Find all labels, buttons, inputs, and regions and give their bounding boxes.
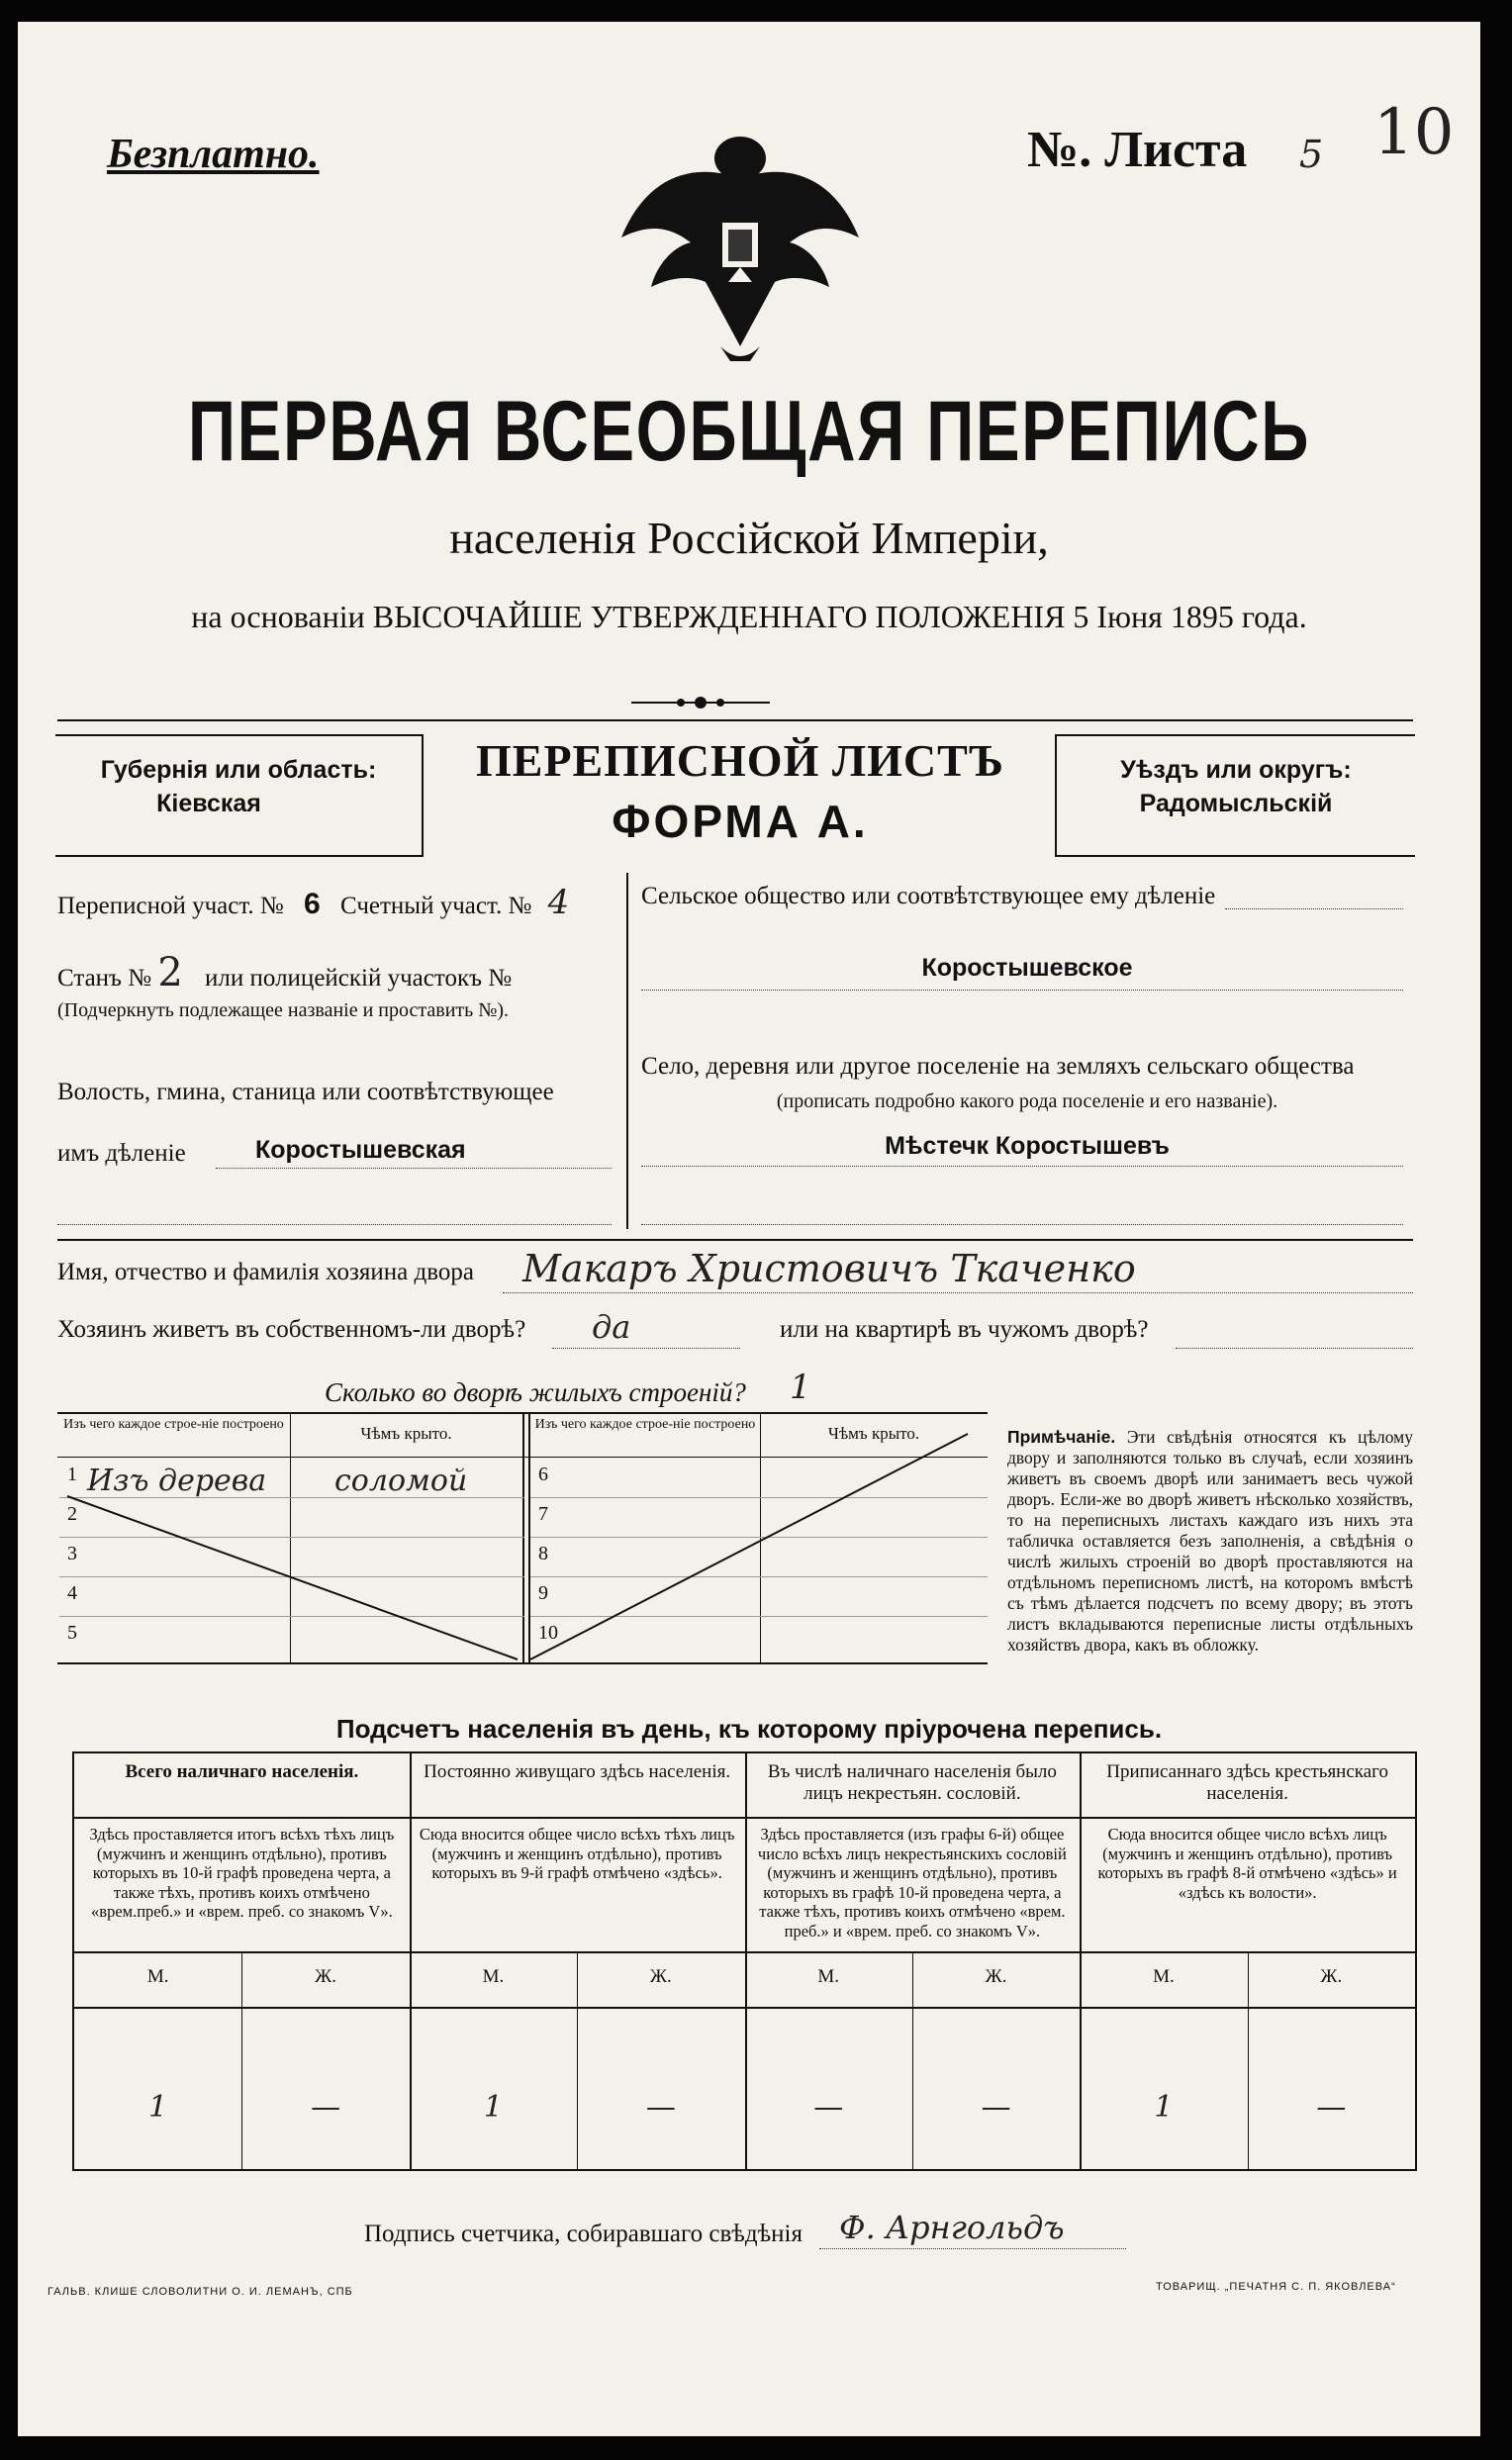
pt-col-title: Приписаннаго здѣсь крестьянскаго населенія. xyxy=(1106,1761,1388,1804)
buildings-table xyxy=(57,1412,988,1664)
signature-value: Ф. Арнгольдъ xyxy=(839,2209,1065,2246)
stan-value: 2 xyxy=(157,950,183,995)
bt-col-made-left: Изъ чего каждое строе-ніе построено xyxy=(63,1417,284,1432)
form-label: ФОРМА А. xyxy=(612,796,869,847)
pt-col-desc: Здѣсь проставляется итогъ всѣхъ тѣхъ лицъ (мужчинъ и женщинъ отдѣльно), противъ которыхъ въ 10-й графѣ проведена черта, а также тѣхъ, противъ коихъ отмѣчено «врем.преб.» и «врем. преб. со знакомъ V». xyxy=(89,1825,395,1921)
pt-col-desc: Сюда вносится общее число всѣхъ тѣхъ лицъ (мужчинъ и женщинъ отдѣльно), противъ которыхъ въ 9-й графѣ отмѣчено «здѣсь». xyxy=(419,1825,735,1882)
volost-line xyxy=(216,1168,612,1169)
bt-col-roof-left: Чѣмъ крыто. xyxy=(360,1424,452,1443)
bt-row-number: 4 xyxy=(67,1582,77,1604)
pt-f-label: Ж. xyxy=(985,1966,1007,1987)
uezd-label: Уѣздъ или округъ: xyxy=(1120,756,1352,784)
stan-label: Станъ № xyxy=(57,965,152,992)
volost-label-2: имъ дѣленіе xyxy=(57,1140,186,1167)
village-label: Село, деревня или другое поселеніе на земляхъ сельскаго общества xyxy=(641,1053,1355,1080)
bt-row-number: 6 xyxy=(538,1464,548,1485)
pt-col-title: Всего наличнаго населенія. xyxy=(125,1761,359,1782)
bt-row-number: 7 xyxy=(538,1503,548,1525)
pt-f-value: — xyxy=(645,2090,676,2125)
pt-f-label: Ж. xyxy=(649,1966,672,1987)
pt-m-value: 1 xyxy=(483,2090,503,2125)
buildings-label: Сколько во дворѣ жилыхъ строеній? xyxy=(325,1377,746,1407)
bt-row-number: 8 xyxy=(538,1543,548,1564)
gubernia-value: Кіевская xyxy=(156,790,261,817)
volost-label: Волость, гмина, станица или соотвѣтствующее xyxy=(57,1079,554,1105)
rented-label: или на квартирѣ въ чужомъ дворѣ? xyxy=(780,1316,1149,1343)
rented-line xyxy=(1176,1348,1413,1349)
sheet-number-value: 5 xyxy=(1299,133,1324,176)
census-unit-label: Переписной участ. № xyxy=(57,893,284,919)
volost-value: Коростышевская xyxy=(255,1136,466,1164)
society-line xyxy=(1225,908,1403,909)
gubernia-box xyxy=(55,734,424,857)
pt-m-label: М. xyxy=(146,1966,169,1987)
census-sheet xyxy=(18,22,1480,2436)
bt-row-number: 2 xyxy=(67,1503,77,1525)
note-block xyxy=(1007,1427,1413,1656)
mid-rule xyxy=(57,1239,1413,1241)
pt-f-value: — xyxy=(1316,2090,1347,2125)
pt-m-value: 1 xyxy=(148,2090,168,2125)
pt-col-title: Постоянно живущаго здѣсь населенія. xyxy=(424,1761,731,1782)
owner-name-line xyxy=(503,1292,1413,1293)
bt-row-number: 1 xyxy=(67,1464,77,1485)
bt-row1-made: Изъ дерева xyxy=(87,1464,267,1498)
pt-m-value: 1 xyxy=(1154,2090,1174,2125)
police-label: или полицейскій участокъ № xyxy=(205,965,513,992)
sheet-number-label: №. Листа xyxy=(1027,122,1248,178)
ornament-divider xyxy=(631,693,770,712)
census-unit-value: 6 xyxy=(304,888,321,920)
page-title: ПЕРВАЯ ВСЕОБЩАЯ ПЕРЕПИСЬ xyxy=(187,384,1311,479)
village-line xyxy=(641,1166,1403,1167)
footer-right: ТОВАРИЩ. „ПЕЧАТНЯ С. П. ЯКОВЛЕВА“ xyxy=(1156,2281,1396,2293)
pt-col-desc: Сюда вносится общее число всѣхъ лицъ (мужчинъ и женщинъ отдѣльно), противъ которыхъ въ графѣ 8-й отмѣчено «здѣсь» и «здѣсь къ волости». xyxy=(1097,1825,1397,1902)
page-subtitle: населенія Россійской Имперіи, xyxy=(449,513,1049,563)
underline-note: (Подчеркнуть подлежащее названіе и проставить №). xyxy=(57,999,509,1021)
pt-m-label: М. xyxy=(817,1966,840,1987)
pt-col-title: Въ числѣ наличнаго населенія было лицъ некрестьян. сословій. xyxy=(767,1761,1057,1804)
bt-col-made-right: Изъ чего каждое строе-ніе построено xyxy=(534,1417,756,1432)
pt-m-label: М. xyxy=(1153,1966,1175,1987)
pt-m-value: — xyxy=(813,2090,844,2125)
owner-name-value: Макаръ Христовичъ Ткаченко xyxy=(522,1247,1136,1290)
column-divider xyxy=(626,873,628,1229)
bt-row-number: 9 xyxy=(538,1582,548,1604)
bt-row-number: 3 xyxy=(67,1543,77,1564)
show-through-text xyxy=(1017,259,1393,287)
population-heading: Подсчетъ населенія въ день, къ которому пріурочена перепись. xyxy=(335,1714,1163,1744)
count-unit-value: 4 xyxy=(547,883,570,922)
list-title: ПЕРЕПИСНОЙ ЛИСТЪ xyxy=(475,735,1005,786)
pt-f-value: — xyxy=(981,2090,1011,2125)
note-heading: Примѣчаніе. xyxy=(1007,1427,1116,1447)
page-basis: на основаніи ВЫСОЧАЙШЕ УТВЕРЖДЕННАГО ПОЛОЖЕНІЯ 5 Іюня 1895 года. xyxy=(191,599,1307,634)
top-rule xyxy=(57,719,1413,721)
village-line-2 xyxy=(641,1224,1403,1225)
society-value: Коростышевское xyxy=(921,954,1133,982)
sheet-title-block xyxy=(433,734,1047,848)
own-yard-value: да xyxy=(592,1308,631,1346)
signature-line xyxy=(819,2248,1126,2249)
sheet-number-pencil: 10 xyxy=(1373,96,1455,169)
buildings-value: 1 xyxy=(790,1368,811,1407)
owner-name-label: Имя, отчество и фамилія хозяина двора xyxy=(57,1259,474,1285)
volost-line-2 xyxy=(57,1224,612,1225)
pt-f-label: Ж. xyxy=(1320,1966,1343,1987)
pt-f-label: Ж. xyxy=(315,1966,336,1987)
signature-label: Подпись счетчика, собиравшаго свѣдѣнія xyxy=(364,2221,803,2247)
pt-m-label: М. xyxy=(482,1966,505,1987)
society-line-2 xyxy=(641,990,1403,991)
count-unit-label: Счетный участ. № xyxy=(339,893,532,919)
bt-col-roof-right: Чѣмъ крыто. xyxy=(827,1424,920,1443)
free-label: Безплатно. xyxy=(107,132,320,177)
uezd-value: Радомысльскій xyxy=(1139,790,1333,817)
society-label: Сельское общество или соотвѣтствующее ему дѣленіе xyxy=(641,883,1216,909)
own-yard-label: Хозяинъ живетъ въ собственномъ-ли дворѣ? xyxy=(57,1316,526,1343)
note-text: Эти свѣдѣнія относятся къ цѣлому двору и заполняются только въ случаѣ, если хозяинъ живетъ въ своемъ дворѣ или занимаетъ весь чужой дворъ. Если-же во дворѣ живетъ нѣсколько хозяйствъ, то на переписныхъ листахъ каждаго изъ нихъ эта табличка оставляется безъ заполненія, а свѣдѣнія о числѣ жилыхъ строеній во дворѣ проставляются на отдѣльномъ переписномъ листѣ, на которомъ вмѣстѣ съ тѣмъ дѣлается подсчетъ по всему двору; въ этотъ листъ вкладываются переписные листы отдѣльныхъ хозяйствъ двора, какъ въ обложку. xyxy=(1007,1427,1413,1655)
footer-left: ГАЛЬВ. КЛИШЕ СЛОВОЛИТНИ О. И. ЛЕМАНЪ, СПБ xyxy=(47,2286,353,2298)
population-table xyxy=(72,1751,1417,2171)
bt-row-number: 5 xyxy=(67,1622,77,1644)
bt-crossout-lines xyxy=(57,1412,988,1664)
pt-f-value: — xyxy=(311,2090,341,2125)
uezd-box xyxy=(1055,734,1415,857)
bt-row1-roof: соломой xyxy=(334,1464,468,1498)
own-yard-line xyxy=(552,1348,740,1349)
pt-col-desc: Здѣсь проставляется (изъ графы 6-й) общее число всѣхъ лицъ некрестьянскихъ сословій (мужчинъ и женщинъ отдѣльно), противъ которыхъ въ графѣ 10-й проведена черта, а также тѣхъ, противъ коихъ отмѣчено «врем. преб.» и «врем. преб. со знакомъ V». xyxy=(757,1825,1067,1940)
village-value: Мѣстечк Коростышевъ xyxy=(885,1132,1170,1160)
double-headed-eagle-emblem xyxy=(612,119,869,371)
gubernia-label: Губернія или область: xyxy=(100,756,377,784)
village-note: (прописать подробно какого рода поселеніе и его названіе). xyxy=(776,1090,1278,1112)
bt-row-number: 10 xyxy=(538,1622,558,1644)
